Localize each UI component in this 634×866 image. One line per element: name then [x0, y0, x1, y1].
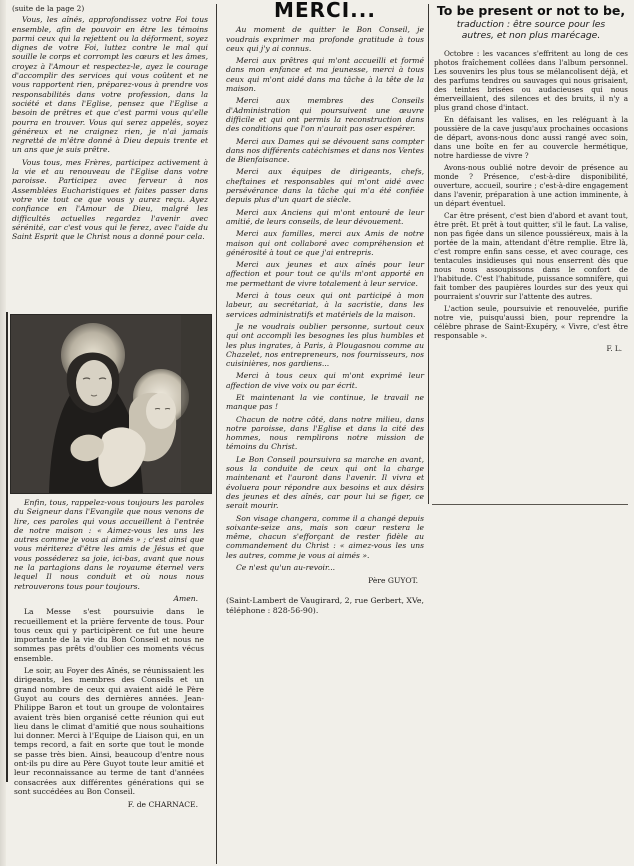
left-column-bottom — [14, 498, 204, 864]
section-rule — [432, 504, 628, 505]
paragraph: Merci à tous ceux qui ont participé à mon labeur, au secrétariat, à la sacristie, dans les services administratifs et matériels de la maison. — [226, 291, 424, 319]
paragraph: Merci aux jeunes et aux aînés pour leur affection et pour tout ce qu'ils m'ont apporté en me permettant de vivre totalement à leur service. — [226, 260, 424, 288]
paragraph: Merci aux membres des Conseils d'Administration qui poursuivent une œuvre difficile et qui ont permis la reconstruction dans des conditions que l'on n'aurait pas oser espérer. — [226, 96, 424, 134]
signature-fl: F. L. — [606, 344, 622, 353]
paragraph: La Messe s'est poursuivie dans le recueillement et la prière fervente de tous. Pour tous ceux qui y participèrent ce fut une heure importante de la vie du Bon Conseil et nous ne sommes pas prêts d'oublier ces moments vécus ensemble. — [14, 607, 204, 663]
right-column — [434, 4, 628, 504]
address-line: (Saint-Lambert de Vaugirard, 2, rue Gerbert, XVe, téléphone : 828-56-90). — [226, 595, 424, 615]
paragraph: Merci aux familles, merci aux Amis de notre maison qui ont collaboré avec compréhension et générosité à tout ce que j'ai entrepris. — [226, 229, 424, 257]
paragraph: L'action seule, poursuivie et renouvelée, purifie notre vie, puisqu'aussi bien, pour reprendre la célèbre phrase de Saint-Exupéry, « Vivre, c'est être responsable ». — [434, 304, 628, 340]
paragraph: Au moment de quitter le Bon Conseil, je voudrais exprimer ma profonde gratitude à tous ceux qui j'y ai connus. — [226, 25, 424, 53]
paragraph: Son visage changera, comme il a changé depuis soixante-seize ans, mais son cœur restera le même, chacun s'efforçant de rester fidèle au commandement du Christ : « aimez-vous les uns les autres, comme je vous ai aimés ». — [226, 513, 424, 560]
paragraph: Le Bon Conseil poursuivra sa marche en avant, sous la conduite de ceux qui ont la charge maintenant et l'auront dans l'avenir. Il vivra et évoluera pour répondre aux besoins et aux désirs des jeunes et des aînés, car pour lui se figer, ce serait mourir. — [226, 454, 424, 511]
paragraph: Ce n'est qu'un au-revoir... — [236, 563, 336, 573]
paragraph: Vous tous, mes Frères, participez activement à la vie et au renouveau de l'Eglise dans votre paroisse. Participez avec ferveur à nos Assemblées Eucharistiques et faites passer dans votre vie tout ce que vous y aurez reçu. Ayez confiance en l'Amour de Dieu, malgré les difficultés actuelles regardez l'avenir avec sérénité, car c'est vous qui le ferez, avec l'aide du Saint Esprit que le Christ nous a donné pour cela. — [12, 157, 208, 242]
column-divider — [216, 4, 217, 864]
paragraph: Je ne voudrais oublier personne, surtout ceux qui ont accompli les besognes les plus humbles et les plus ingrates, à Paris, à Plougasnou comme au Chazelet, nos entrepreneurs, nos fournisseurs, nos cuisinières, nos gardiens... — [226, 321, 424, 369]
signature-charnace: F. de CHARNACE. — [127, 800, 198, 810]
madonna-painting-image — [10, 314, 212, 494]
paragraph: Octobre : les vacances s'effritent au long de ces photos fraîchement collées dans l'album personnel. Les souvenirs les plus tous se mélancolisent déjà, et des parfums tendres ou sauvages qui nous grisaient, des teintes brisées ou audacieuses qui nous émerveillaient, des silences et des bruits, il n'y a plus grand chose d'intact. — [434, 49, 628, 112]
paragraph: Avons-nous oublié notre devoir de présence au monde ? Présence, c'est-à-dire disponibilité, ouverture, accueil, sourire ; c'est-à-dire engagement dans l'avenir, préparation à une action imminente, à un départ éventuel. — [434, 163, 628, 208]
paragraph: En défaisant les valises, en les reléguant à la poussière de la cave jusqu'aux prochaines occasions de départ, avons-nous donc aussi rangé avec soin, dans une boîte en fer au couvercle hermétique, notre hardiesse de vivre ? — [434, 115, 628, 160]
middle-column — [226, 0, 424, 864]
paragraph: Merci aux Anciens qui m'ont entouré de leur amitié, de leurs conseils, de leur dévouement. — [226, 207, 424, 226]
paragraph: Chacun de notre côté, dans notre milieu, dans notre paroisse, dans l'Eglise et dans la cité des hommes, nous remplirons notre mission de témoins du Christ. — [226, 414, 424, 452]
right-article-subtitle: traduction : être source pour les autres, et non plus marécage. — [456, 19, 606, 41]
madonna-and-child-illustration — [11, 315, 211, 493]
paragraph: Enfin, tous, rappelez-vous toujours les paroles du Seigneur dans l'Evangile que nous venons de lire, ces paroles qui vous accueillent à l'entrée de notre maison : « Aimez-vous les uns les autres comme je vous ai aimés » ; c'est ainsi que vous mériterez d'être les amis de Jésus et que vous posséderez sa joie, ici-bas, avant que nous ne la partagions dans le royaume éternel vers lequel Il nous conduit et où nous nous retrouverons tous pour toujours. — [14, 498, 204, 591]
signature-guyot: Père GUYOT. — [368, 576, 418, 586]
paragraph: Merci à tous ceux qui m'ont exprimé leur affection de vive voix ou par écrit. — [226, 371, 424, 390]
amen-line: Amen. — [173, 593, 198, 603]
left-border-rule — [6, 312, 8, 782]
left-column-top — [12, 4, 208, 310]
paragraph: Le soir, au Foyer des Aînés, se réunissaient les dirigeants, les membres des Conseils et un grand nombre de ceux qui avaient aidé le Père Guyot au cours des dernières années. Jean-Philippe Baron et tout un groupe de volontaires avaient très bien organisé cette réunion qui eut lieu dans le climat d'amitié que nous souhaitions lui donner. Merci à l'Equipe de Liaison qui, en un temps record, a fait en sorte que tout le monde se passe très bien. Ainsi, beaucoup d'entre nous ont-ils pu dire au Père Guyot toute leur amitié et leur reconnaissance au terme de tant d'années consacrées aux différentes générations qui se sont succédées au Bon Conseil. — [14, 666, 204, 796]
paragraph: Et maintenant la vie continue, le travail ne manque pas ! — [226, 392, 424, 412]
continuation-note: (suite de la page 2) — [12, 4, 85, 13]
paragraph: Merci aux Dames qui se dévouent sans compter dans nos différents catéchismes et dans nos Ventes de Bienfaisance. — [226, 136, 424, 165]
right-article-title: To be present or not to be, — [436, 3, 626, 18]
paragraph: Vous, les aînés, approfondissez votre Foi tous ensemble, afin de pouvoir en être les témoins parmi ceux qui la rejettent ou la déforment, soyez dignes de votre Foi, luttez contre le mal qui souille le corps et corrompt les cœurs et les âmes, croyez à l'Amour et respectez-le, ayez le courage d'accomplir des services qui vous coûtent et ne vous rapportent rien, préparez-vous à prendre vos responsabilités dans votre profession, dans la société et dans l'Eglise, pensez que l'Eglise a besoin de prêtres et que c'est parmi vous qu'elle pourra en trouver. Vous qui serez appelés, soyez généreux et ne craignez rien, je n'ai jamais regretté de m'être donné à Dieu depuis trente et un ans que je suis prêtre. — [12, 15, 208, 155]
column-divider — [428, 4, 429, 504]
paragraph: Merci aux prêtres qui m'ont accueilli et formé dans mon enfance et ma jeunesse, merci à tous ceux qui m'ont aidé dans ma tâche à la tête de la maison. — [226, 56, 424, 94]
merci-title: MERCI... — [274, 0, 376, 22]
paragraph: Merci aux équipes de dirigeants, chefs, cheftaines et responsables qui m'ont aidé avec persévérance dans la tâche qui m'a été confiée depuis plus d'un quart de siècle. — [226, 167, 424, 205]
paragraph: Car être présent, c'est bien d'abord et avant tout, être prêt. Et prêt à tout quitter, s'il le faut. La valise, non pas figée dans un silence poussiéreux, mais à la portée de la main, attendant d'être remplie. Etre là, c'est rompre enfin sans cesse, et avec courage, ces tentacules insidieuses qui nous enserrent dès que nous nous assoupissons dans le confort de l'habitude. C'est l'habitude, puissance somnifère, qui fait tomber des paupières lourdes sur des yeux qui pourraient s'ouvrir sur l'attente des autres. — [434, 211, 628, 301]
